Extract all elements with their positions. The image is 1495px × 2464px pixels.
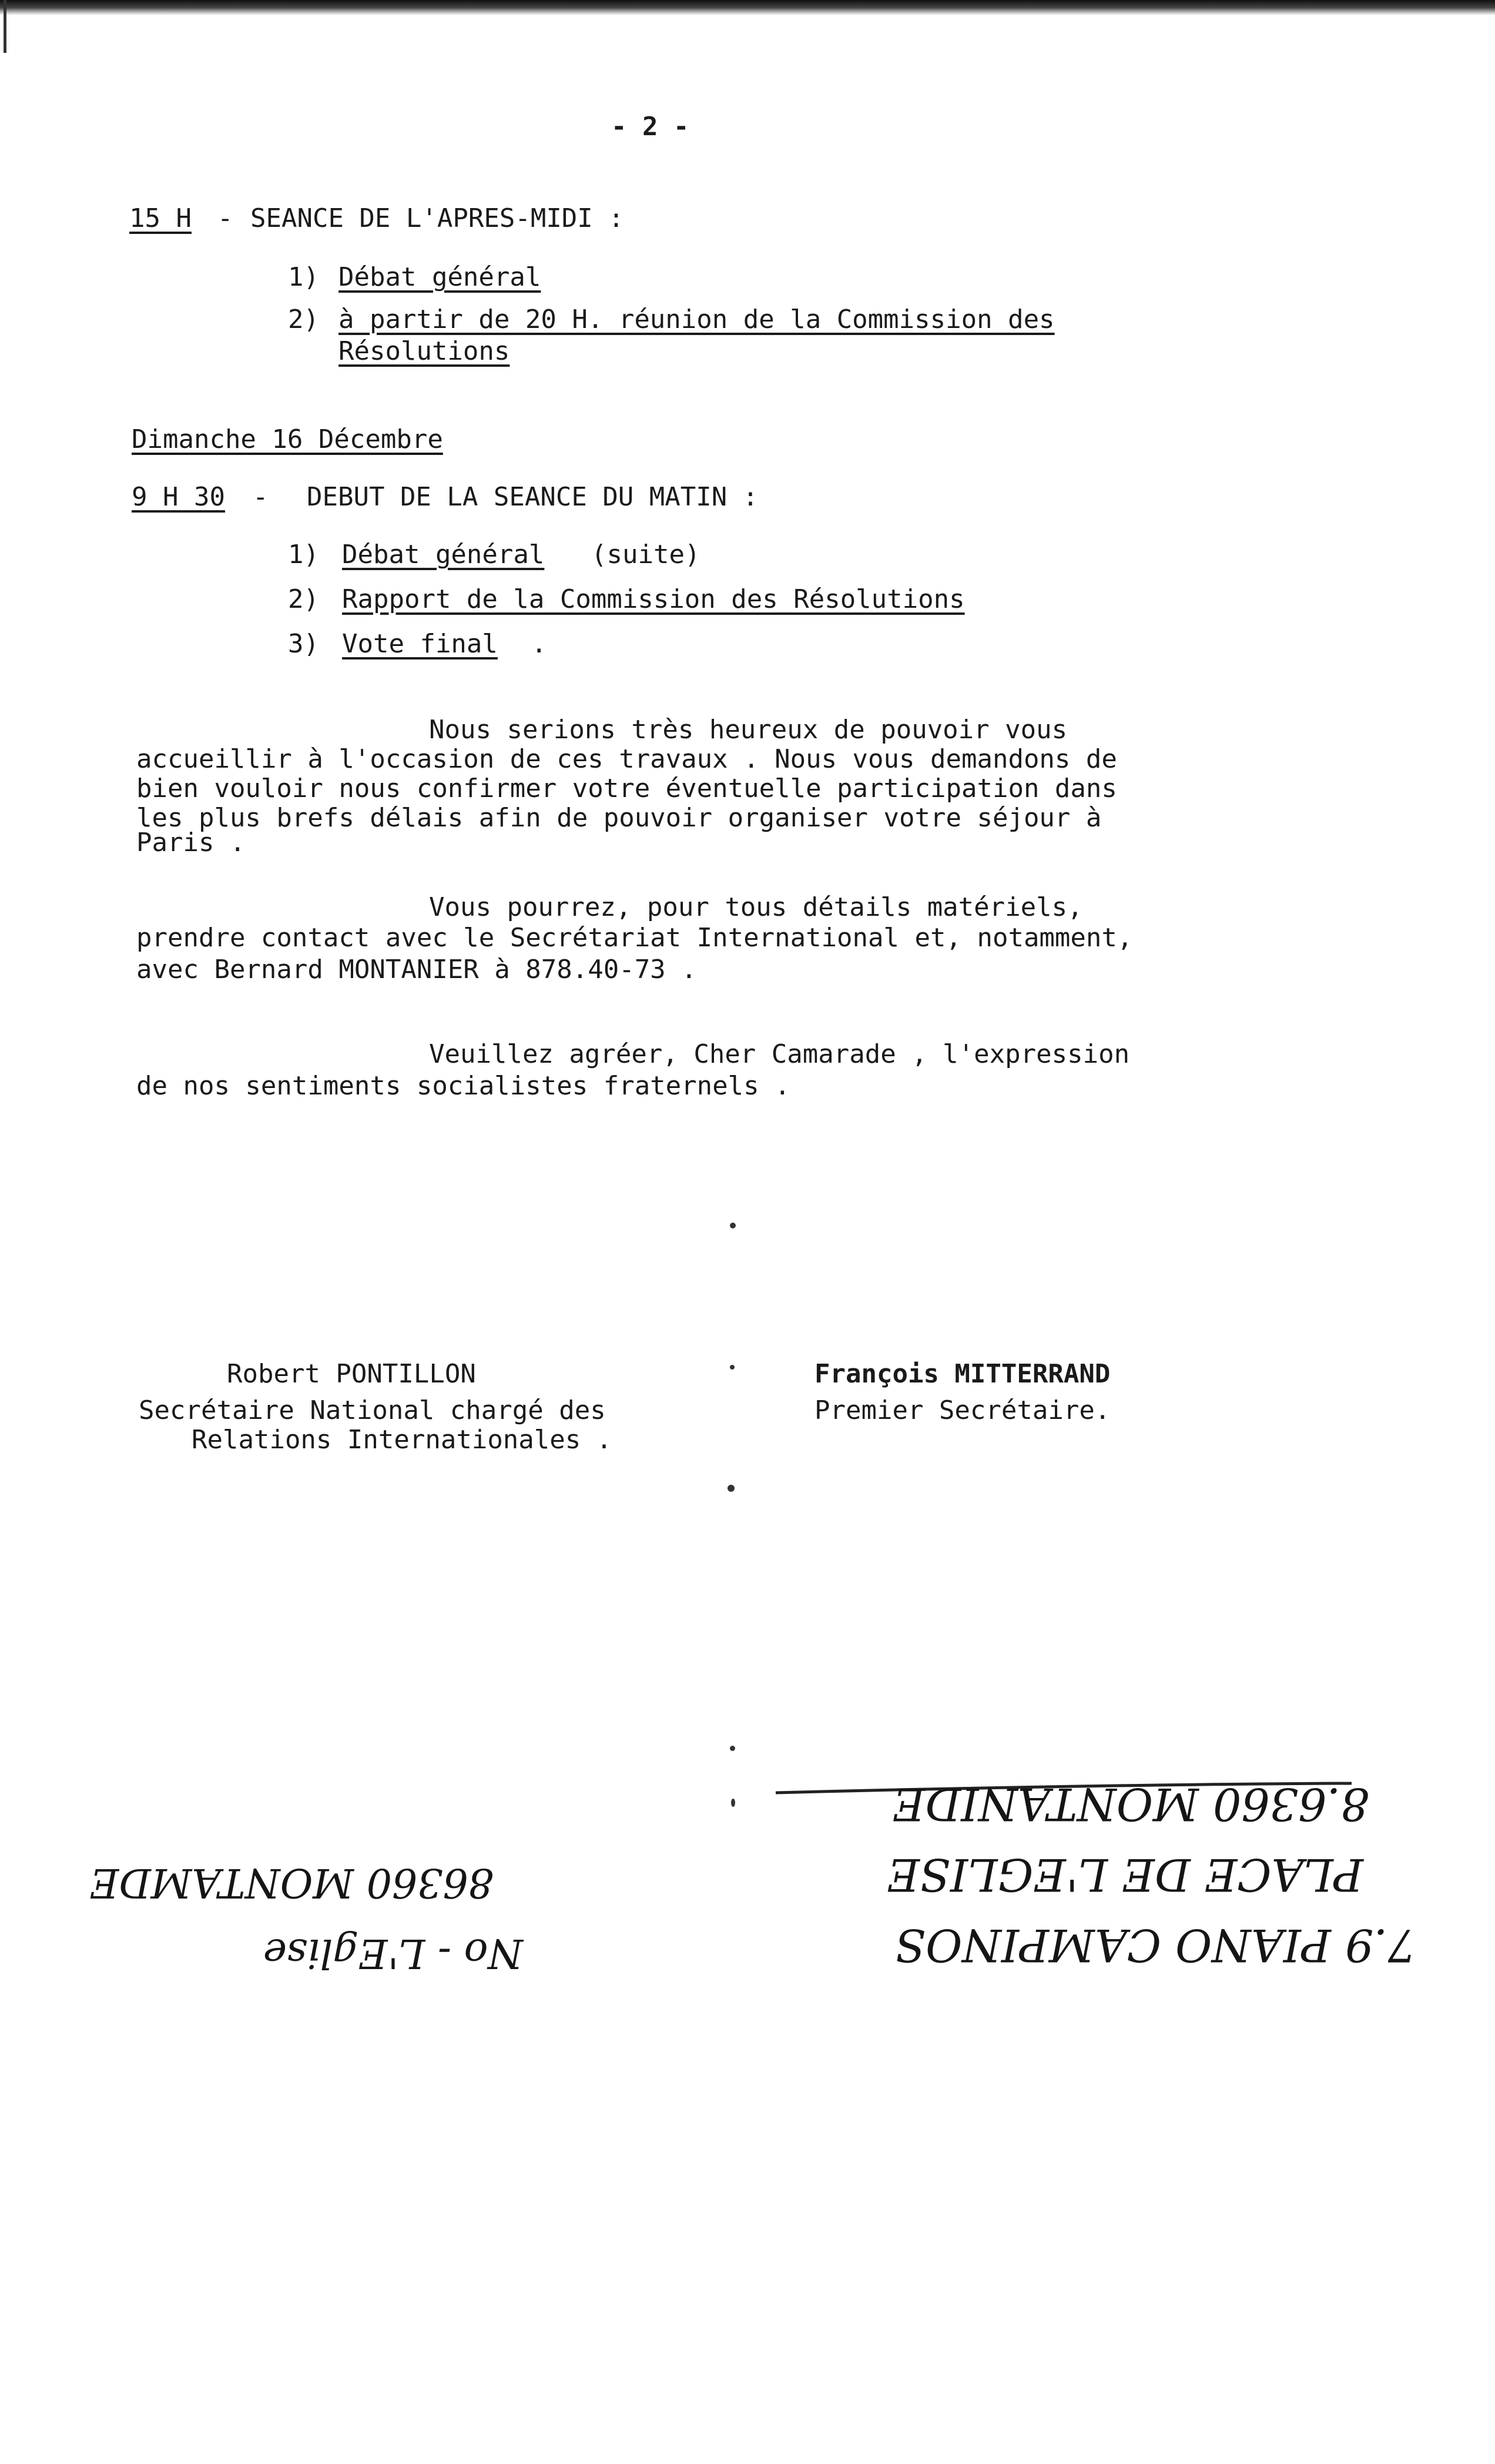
contact-line-2: prendre contact avec le Secrétariat International et, notamment, xyxy=(136,923,1133,953)
scan-speck xyxy=(730,1746,735,1751)
welcome-line-1: Nous serions très heureux de pouvoir vous xyxy=(429,715,1068,745)
scan-speck xyxy=(730,1365,735,1370)
sunday-item-3-suffix: . xyxy=(531,629,547,659)
handwritten-right-line-3: 7.9 PIANO CAMPINOS xyxy=(895,1919,1416,1971)
handwritten-left-line-2: No - L'Eglise xyxy=(263,1930,523,1976)
signature-left-name: Robert PONTILLON xyxy=(227,1359,476,1389)
handwritten-right-line-1: 8.6360 MONTANIDE xyxy=(892,1778,1369,1830)
closing-line-1: Veuillez agréer, Cher Camarade , l'expression xyxy=(429,1039,1130,1069)
sunday-item-3-text: Vote final xyxy=(342,629,498,659)
sunday-item-2-text: Rapport de la Commission des Résolutions xyxy=(342,584,965,614)
afternoon-item-1-number: 1) xyxy=(288,262,319,292)
signature-left-title-2: Relations Internationales . xyxy=(192,1425,612,1455)
afternoon-title: SEANCE DE L'APRES-MIDI : xyxy=(250,203,624,233)
handwritten-note-right xyxy=(764,1778,1428,2028)
scan-speck xyxy=(730,1223,736,1228)
afternoon-item-2-number: 2) xyxy=(288,304,319,334)
sunday-dash: - xyxy=(253,482,269,512)
afternoon-time: 15 H xyxy=(129,203,192,233)
signature-right-title: Premier Secrétaire. xyxy=(814,1395,1111,1425)
welcome-line-3: bien vouloir nous confirmer votre éventuelle participation dans xyxy=(136,774,1117,804)
afternoon-item-1-text: Débat général xyxy=(338,262,541,292)
sunday-item-3-number: 3) xyxy=(288,629,319,659)
handwritten-note-left xyxy=(0,1859,541,2022)
sunday-title: DEBUT DE LA SEANCE DU MATIN : xyxy=(307,482,759,512)
afternoon-item-2-line1: à partir de 20 H. réunion de la Commission des xyxy=(338,304,1055,334)
scan-edge-left xyxy=(4,0,6,53)
sunday-item-1-suffix: (suite) xyxy=(591,540,700,570)
scan-speck xyxy=(731,1799,735,1807)
page-number: - 2 - xyxy=(611,112,689,142)
handwritten-left-line-1: 86360 MONTAMDE xyxy=(89,1859,494,1906)
scan-speck xyxy=(728,1485,735,1492)
sunday-time: 9 H 30 xyxy=(132,482,225,512)
contact-line-1: Vous pourrez, pour tous détails matériels, xyxy=(429,892,1083,922)
sunday-day-label: Dimanche 16 Décembre xyxy=(132,424,443,454)
welcome-line-2: accueillir à l'occasion de ces travaux . Nous vous demandons de xyxy=(136,744,1117,774)
handwritten-right-line-2: PLACE DE L'EGLISE xyxy=(887,1849,1363,1901)
afternoon-dash: - xyxy=(217,203,233,233)
sunday-item-1-number: 1) xyxy=(288,540,319,570)
sunday-item-2-number: 2) xyxy=(288,584,319,614)
afternoon-item-2-line2: Résolutions xyxy=(338,336,510,366)
signature-left-title-1: Secrétaire National chargé des xyxy=(139,1395,606,1425)
welcome-line-5: Paris . xyxy=(136,828,246,858)
sunday-item-1-text: Débat général xyxy=(342,540,545,570)
signature-right-name: François MITTERRAND xyxy=(814,1359,1111,1389)
closing-line-2: de nos sentiments socialistes fraternels . xyxy=(136,1071,790,1101)
scan-edge-top xyxy=(0,0,1495,15)
contact-line-3: avec Bernard MONTANIER à 878.40-73 . xyxy=(136,955,697,985)
welcome-line-4: les plus brefs délais afin de pouvoir organiser votre séjour à xyxy=(136,803,1102,833)
